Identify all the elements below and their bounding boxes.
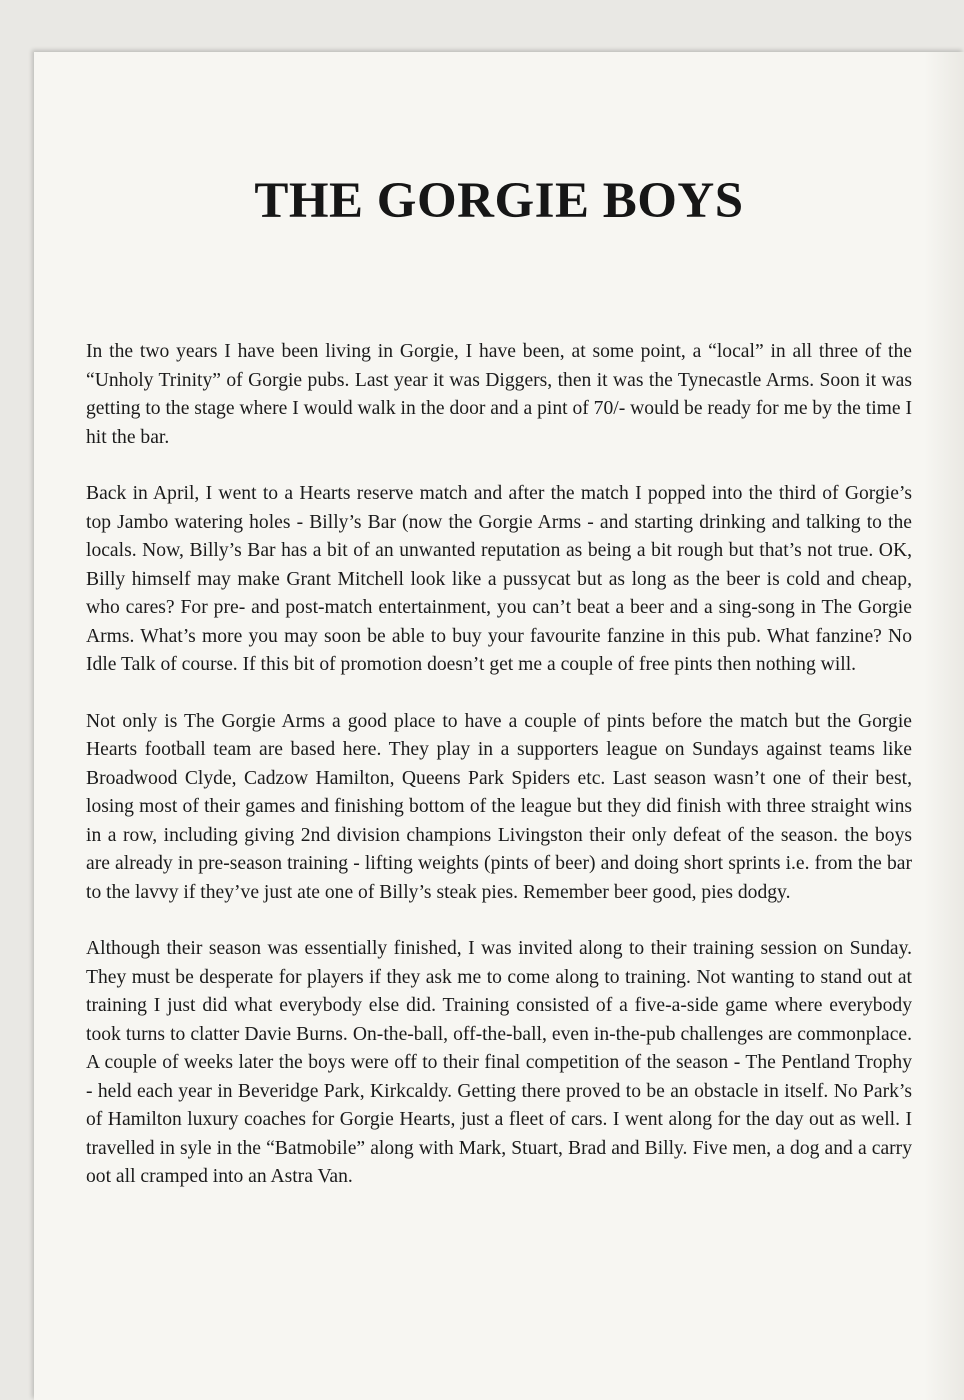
document-page (34, 52, 964, 1400)
paragraph-3: Not only is The Gorgie Arms a good place to have a couple of pints before the match but the Gorgie Hearts football team are based here. They play in a supporters league on Sundays against teams like Broadwood Clyde, Cadzow Hamilton, Queens Park Spiders etc. Last season wasn’t one of their best, losing most of their games and finishing bottom of the league but they did finish with three straight wins in a row, including giving 2nd division champions Livingston their only defeat of the season. the boys are already in pre-season training - lifting weights (pints of beer) and doing short sprints i.e. from the bar to the lavvy if they’ve just ate one of Billy’s steak pies. Remember beer good, pies dodgy. (86, 710, 912, 903)
paragraph-1: In the two years I have been living in Gorgie, I have been, at some point, a “local” in all three of the “Unholy Trinity” of Gorgie pubs. Last year it was Diggers, then it was the Tynecastle Arms. Soon it was getting to the stage where I would walk in the door and a pint of 70/- would be ready for me by the time I hit the bar. (86, 341, 912, 448)
article-body (86, 338, 912, 1220)
article-title: THE GORGIE BOYS (254, 173, 744, 229)
paper-shade (924, 52, 964, 1400)
paragraph-2: Back in April, I went to a Hearts reserve match and after the match I popped into the third of Gorgie’s top Jambo watering holes - Billy’s Bar (now the Gorgie Arms - and starting drinking and talking to the locals. Now, Billy’s Bar has a bit of an unwanted reputation as being a bit rough but that’s not true. OK, Billy himself may make Grant Mitchell look like a pussycat but as long as the beer is cold and cheap, who cares? For pre- and post-match entertainment, you can’t beat a beer and a sing-song in The Gorgie Arms. What’s more you may soon be able to buy your favourite fanzine in this pub. What fanzine? No Idle Talk of course. If this bit of promotion doesn’t get me a couple of free pints then nothing will. (86, 483, 912, 675)
paragraph-4: Although their season was essentially finished, I was invited along to their training session on Sunday. They must be desperate for players if they ask me to come along to training. Not wanting to stand out at training I just did what everybody else did. Training consisted of a five-a-side game where everybody took turns to clatter Davie Burns. On-the-ball, off-the-ball, even in-the-pub challenges are commonplace. A couple of weeks later the boys were off to their final competition of the season - The Pentland Trophy - held each year in Beveridge Park, Kirkcaldy. Getting there proved to be an obstacle in itself. No Park’s of Hamilton luxury coaches for Gorgie Hearts, just a fleet of cars. I went along for the day out as well. I travelled in syle in the “Batmobile” along with Mark, Stuart, Brad and Billy. Five men, a dog and a carry oot all cramped into an Astra Van. (86, 938, 912, 1187)
